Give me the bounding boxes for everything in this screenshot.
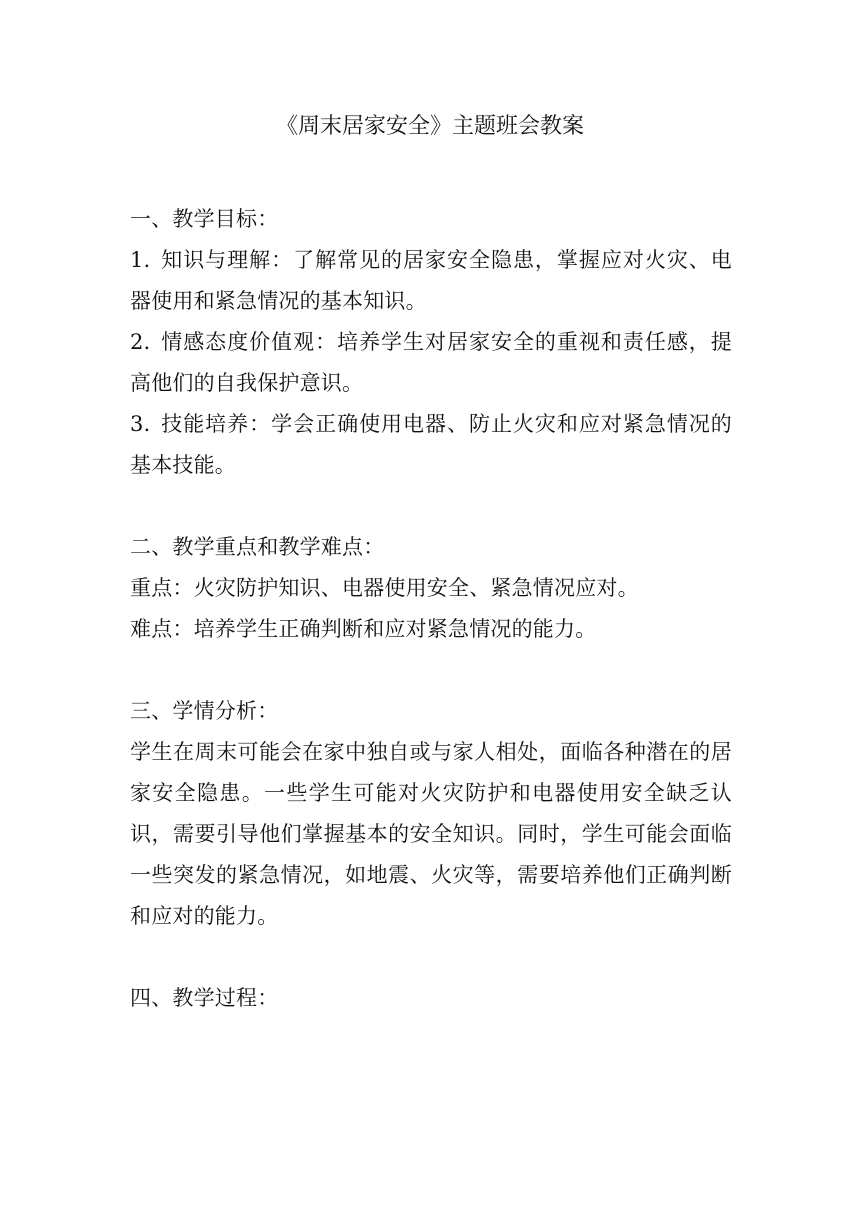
- section-spacer: [130, 486, 732, 527]
- item-text: 情感态度价值观：培养学生对居家安全的重视和责任感，提高他们的自我保护意识。: [130, 330, 732, 395]
- document-title: 《周末居家安全》主题班会教案: [275, 114, 584, 139]
- difficulty-paragraph: 难点：培养学生正确判断和应对紧急情况的能力。: [130, 617, 597, 641]
- item-text: 知识与理解：了解常见的居家安全隐患，掌握应对火灾、电器使用和紧急情况的基本知识。: [130, 248, 732, 313]
- teaching-goal-item: [130, 404, 732, 486]
- item-text: 技能培养：学会正确使用电器、防止火灾和应对紧急情况的基本技能。: [130, 412, 732, 477]
- section-heading-teaching-process: 四、教学过程：: [130, 986, 279, 1010]
- section-spacer: [130, 937, 732, 978]
- section-heading-student-analysis: 三、学情分析：: [130, 699, 279, 723]
- teaching-goal-item: [130, 322, 732, 404]
- key-point-paragraph: 重点：火灾防护知识、电器使用安全、紧急情况应对。: [130, 576, 639, 600]
- item-number: 3.: [130, 412, 151, 436]
- section-heading-key-points: 二、教学重点和教学难点：: [130, 535, 385, 559]
- teaching-goal-item: [130, 240, 732, 322]
- item-number: 2.: [130, 330, 151, 354]
- item-number: 1.: [130, 248, 151, 272]
- section-heading-teaching-goals: 一、教学目标：: [130, 207, 279, 231]
- student-analysis-paragraph: 学生在周末可能会在家中独自或与家人相处，面临各种潜在的居家安全隐患。一些学生可能对火灾防护和电器使用安全缺乏认识，需要引导他们掌握基本的安全知识。同时，学生可能会面临一些突发的紧急情况，如地震、火灾等，需要培养他们正确判断和应对的能力。: [130, 740, 732, 928]
- section-spacer: [130, 650, 732, 691]
- document-body: [130, 199, 732, 1019]
